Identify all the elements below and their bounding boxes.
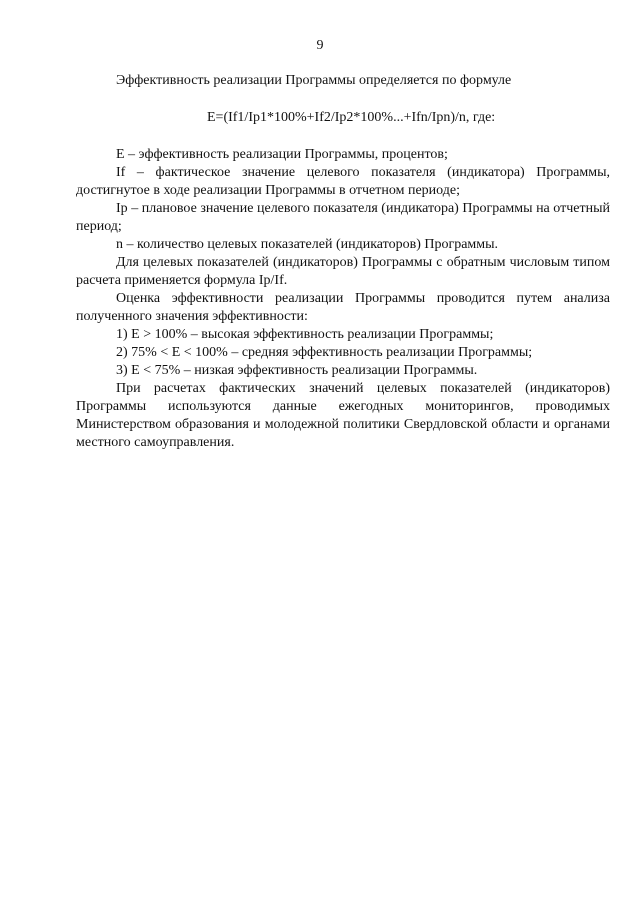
monitoring-paragraph: При расчетах фактических значений целевых показателей (индикаторов) Программы используются данные ежегодных мониторингов, проводимых Министерством образования и молодежной политики Свердловской области и органами местного самоуправления.: [76, 381, 610, 450]
definition-e: E – эффективность реализации Программы, процентов;: [116, 147, 448, 162]
level-low: 3) E < 75% – низкая эффективность реализации Программы.: [116, 363, 478, 378]
definition-ip: Ip – плановое значение целевого показателя (индикатора) Программы на отчетный период;: [76, 201, 610, 234]
definition-if: If – фактическое значение целевого показателя (индикатора) Программы, достигнутое в ходе реализации Программы в отчетном периоде;: [76, 165, 610, 198]
definition-n: n – количество целевых показателей (индикаторов) Программы.: [116, 237, 499, 252]
page-number: 9: [316, 38, 324, 53]
intro-paragraph: Эффективность реализации Программы определяется по формуле: [116, 73, 512, 88]
page-body: [76, 72, 610, 452]
level-high: 1) E > 100% – высокая эффективность реализации Программы;: [116, 327, 494, 342]
reverse-type-paragraph: Для целевых показателей (индикаторов) Программы с обратным числовым типом расчета применяется формула Ip/If.: [76, 255, 610, 288]
level-medium: 2) 75% < E < 100% – средняя эффективность реализации Программы;: [116, 345, 533, 360]
efficiency-formula: E=(If1/Ip1*100%+If2/Ip2*100%...+Ifn/Ipn)/n, где:: [207, 110, 496, 125]
assessment-paragraph: Оценка эффективности реализации Программы проводится путем анализа полученного значения эффективности:: [76, 291, 610, 324]
